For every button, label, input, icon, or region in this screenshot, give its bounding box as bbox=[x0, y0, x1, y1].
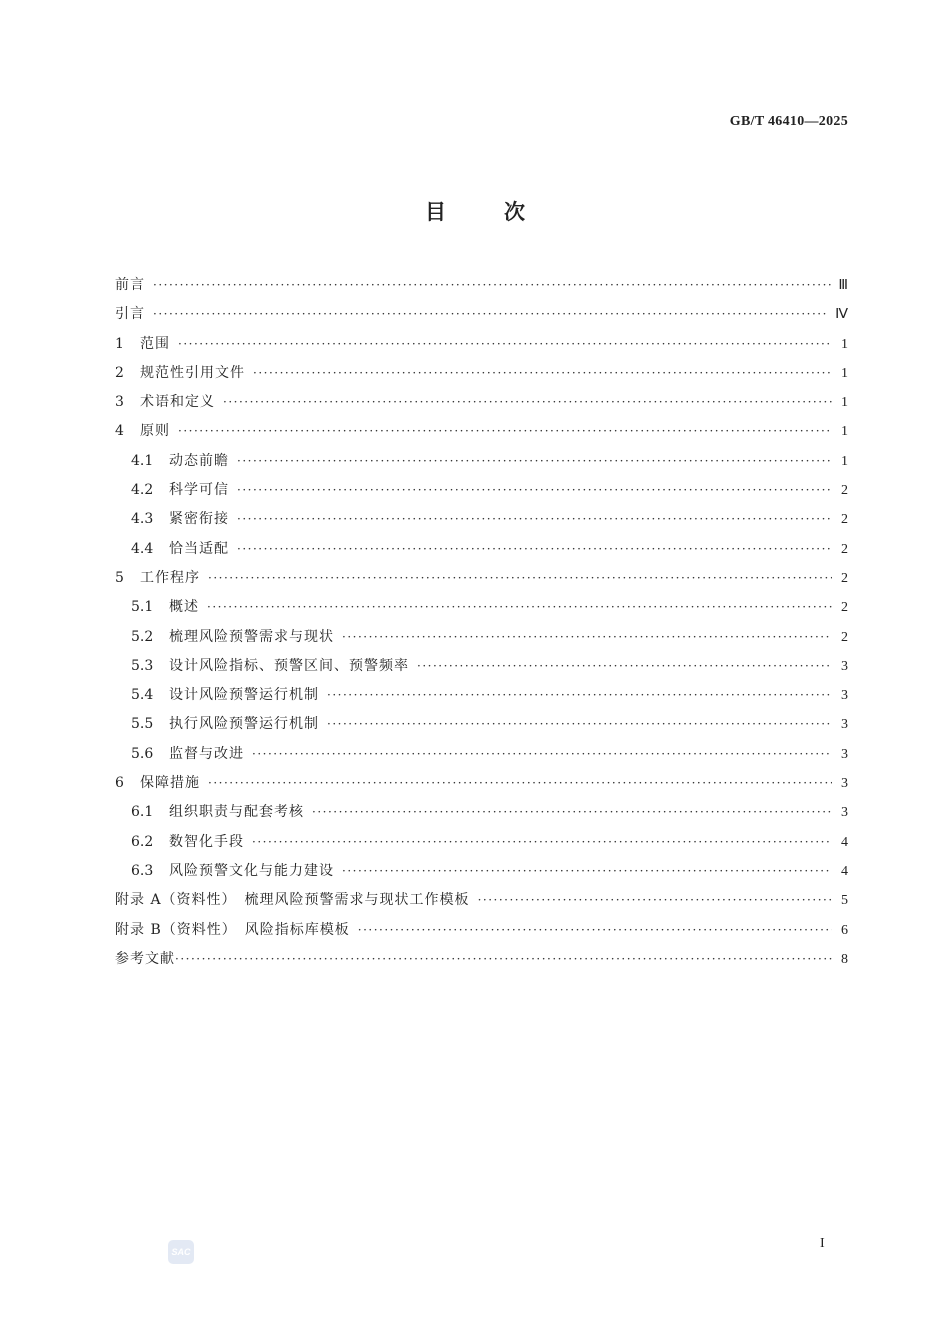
dot-leader bbox=[237, 454, 832, 468]
toc-entry-page: 4 bbox=[841, 834, 848, 850]
toc-entry-label: 规范性引用文件 bbox=[140, 364, 245, 381]
dot-leader bbox=[153, 278, 832, 292]
dot-leader bbox=[312, 805, 832, 819]
toc-entry-label: 组织职责与配套考核 bbox=[169, 804, 304, 821]
toc-entry[interactable] bbox=[115, 831, 848, 860]
toc-entry-number: 4.2 bbox=[131, 482, 154, 499]
toc-entry-label: 恰当适配 bbox=[169, 540, 229, 557]
toc-entry-page: 1 bbox=[841, 336, 848, 352]
toc-entry-number: 6.3 bbox=[131, 862, 154, 879]
toc-entry-page: 3 bbox=[841, 688, 848, 704]
toc-entry[interactable] bbox=[115, 948, 848, 977]
toc-entry-label: 监督与改进 bbox=[169, 745, 244, 762]
toc-entry[interactable] bbox=[115, 303, 848, 332]
dot-leader bbox=[478, 893, 832, 907]
toc-entry-number: 4 bbox=[115, 423, 124, 440]
toc-entry-label: 执行风险预警运行机制 bbox=[169, 716, 319, 733]
toc-entry-label: 梳理风险预警需求与现状 bbox=[169, 628, 334, 645]
toc-entry-page: 3 bbox=[841, 658, 848, 674]
dot-leader bbox=[342, 864, 832, 878]
toc-entry-label: 前言 bbox=[115, 277, 145, 293]
toc-entry-label: 设计风险预警运行机制 bbox=[169, 687, 319, 704]
toc-entry-number: 4.4 bbox=[131, 540, 154, 557]
toc-entry-page: 1 bbox=[841, 453, 848, 469]
toc-entry[interactable] bbox=[115, 391, 848, 420]
toc-entry-label: 保障措施 bbox=[140, 775, 200, 792]
toc-entry-page: 1 bbox=[841, 424, 848, 440]
toc-entry-page: 2 bbox=[841, 483, 848, 499]
toc-entry[interactable] bbox=[115, 684, 848, 713]
dot-leader bbox=[327, 688, 832, 702]
toc-entry-page: 1 bbox=[841, 365, 848, 381]
page-number: I bbox=[820, 1236, 825, 1251]
table-of-contents bbox=[115, 274, 848, 977]
dot-leader bbox=[208, 776, 832, 790]
toc-entry-number: 5 bbox=[115, 569, 124, 586]
dot-leader bbox=[358, 923, 832, 937]
toc-entry-number: 5.4 bbox=[131, 687, 154, 704]
toc-entry-number: 3 bbox=[115, 394, 124, 411]
toc-entry-number: 4.1 bbox=[131, 452, 154, 469]
toc-entry[interactable] bbox=[115, 713, 848, 742]
toc-entry-page: 2 bbox=[841, 629, 848, 645]
toc-entry-page: 3 bbox=[841, 746, 848, 762]
toc-entry[interactable] bbox=[115, 479, 848, 508]
toc-entry-page: 5 bbox=[841, 893, 848, 909]
toc-entry-page: 6 bbox=[841, 922, 848, 938]
toc-entry-page: 3 bbox=[841, 805, 848, 821]
toc-entry-label: 原则 bbox=[140, 423, 170, 440]
dot-leader bbox=[327, 717, 832, 731]
toc-entry-page: 2 bbox=[841, 600, 848, 616]
dot-leader bbox=[178, 424, 832, 438]
toc-entry[interactable] bbox=[115, 538, 848, 567]
toc-entry[interactable] bbox=[115, 655, 848, 684]
toc-entry[interactable] bbox=[115, 596, 848, 625]
toc-entry[interactable] bbox=[115, 274, 848, 303]
dot-leader bbox=[253, 366, 832, 380]
toc-entry-label: 参考文献 bbox=[115, 950, 175, 967]
toc-entry-page: 2 bbox=[841, 570, 848, 586]
toc-entry[interactable] bbox=[115, 860, 848, 889]
toc-entry-number: 5.3 bbox=[131, 657, 154, 674]
toc-entry-number: 4.3 bbox=[131, 511, 154, 528]
toc-entry-page: 3 bbox=[841, 717, 848, 733]
dot-leader bbox=[252, 835, 832, 849]
dot-leader bbox=[252, 747, 832, 761]
toc-entry[interactable] bbox=[115, 801, 848, 830]
toc-entry[interactable] bbox=[115, 626, 848, 655]
dot-leader bbox=[207, 600, 832, 614]
toc-entry-number: 1 bbox=[115, 335, 124, 352]
toc-entry-page: 2 bbox=[841, 512, 848, 528]
toc-entry[interactable] bbox=[115, 772, 848, 801]
toc-entry[interactable] bbox=[115, 567, 848, 596]
sac-logo bbox=[168, 1240, 194, 1264]
toc-entry-number: 5.1 bbox=[131, 599, 154, 616]
toc-entry-page: Ⅳ bbox=[835, 307, 848, 323]
toc-entry[interactable] bbox=[115, 743, 848, 772]
toc-entry-page: 1 bbox=[841, 395, 848, 411]
standard-number: GB/T 46410—2025 bbox=[729, 114, 848, 129]
dot-leader bbox=[237, 542, 832, 556]
toc-entry[interactable] bbox=[115, 450, 848, 479]
toc-entry-number: 5.6 bbox=[131, 745, 154, 762]
dot-leader bbox=[342, 630, 832, 644]
toc-entry-number: 5.5 bbox=[131, 716, 154, 733]
toc-entry-label: 附录 B（资料性） 风险指标库模板 bbox=[115, 921, 350, 938]
toc-entry-page: 3 bbox=[841, 776, 848, 792]
toc-entry-page: 4 bbox=[841, 863, 848, 879]
dot-leader bbox=[178, 337, 832, 351]
dot-leader bbox=[237, 512, 832, 526]
toc-entry-number: 5.2 bbox=[131, 628, 154, 645]
toc-entry-label: 范围 bbox=[140, 335, 170, 352]
toc-entry-label: 概述 bbox=[169, 599, 199, 616]
toc-entry[interactable] bbox=[115, 889, 848, 918]
toc-entry-label: 工作程序 bbox=[140, 569, 200, 586]
dot-leader bbox=[175, 952, 832, 966]
toc-entry[interactable] bbox=[115, 333, 848, 362]
page-title: 目次 bbox=[425, 199, 583, 224]
dot-leader bbox=[237, 483, 832, 497]
toc-entry-label: 引言 bbox=[115, 306, 145, 323]
dot-leader bbox=[223, 395, 832, 409]
toc-entry-label: 设计风险指标、预警区间、预警频率 bbox=[169, 657, 409, 674]
toc-entry-label: 术语和定义 bbox=[140, 394, 215, 411]
toc-entry-number: 2 bbox=[115, 364, 124, 381]
toc-entry-number: 6.2 bbox=[131, 833, 154, 850]
toc-entry[interactable] bbox=[115, 420, 848, 449]
toc-entry-number: 6.1 bbox=[131, 804, 154, 821]
toc-entry-page: 8 bbox=[841, 951, 848, 967]
toc-entry-label: 紧密衔接 bbox=[169, 511, 229, 528]
logo-text: SAC bbox=[171, 1247, 191, 1257]
dot-leader bbox=[208, 571, 832, 585]
toc-entry[interactable] bbox=[115, 508, 848, 537]
toc-entry-page: Ⅲ bbox=[838, 278, 848, 293]
dot-leader bbox=[417, 659, 832, 673]
toc-entry-number: 6 bbox=[115, 775, 124, 792]
toc-entry-page: 2 bbox=[841, 541, 848, 557]
toc-entry-label: 附录 A（资料性） 梳理风险预警需求与现状工作模板 bbox=[115, 892, 470, 909]
dot-leader bbox=[153, 307, 829, 321]
toc-entry-label: 科学可信 bbox=[169, 482, 229, 499]
toc-entry[interactable] bbox=[115, 362, 848, 391]
toc-entry[interactable] bbox=[115, 919, 848, 948]
toc-entry-label: 风险预警文化与能力建设 bbox=[169, 862, 334, 879]
toc-entry-label: 动态前瞻 bbox=[169, 452, 229, 469]
toc-entry-label: 数智化手段 bbox=[169, 833, 244, 850]
